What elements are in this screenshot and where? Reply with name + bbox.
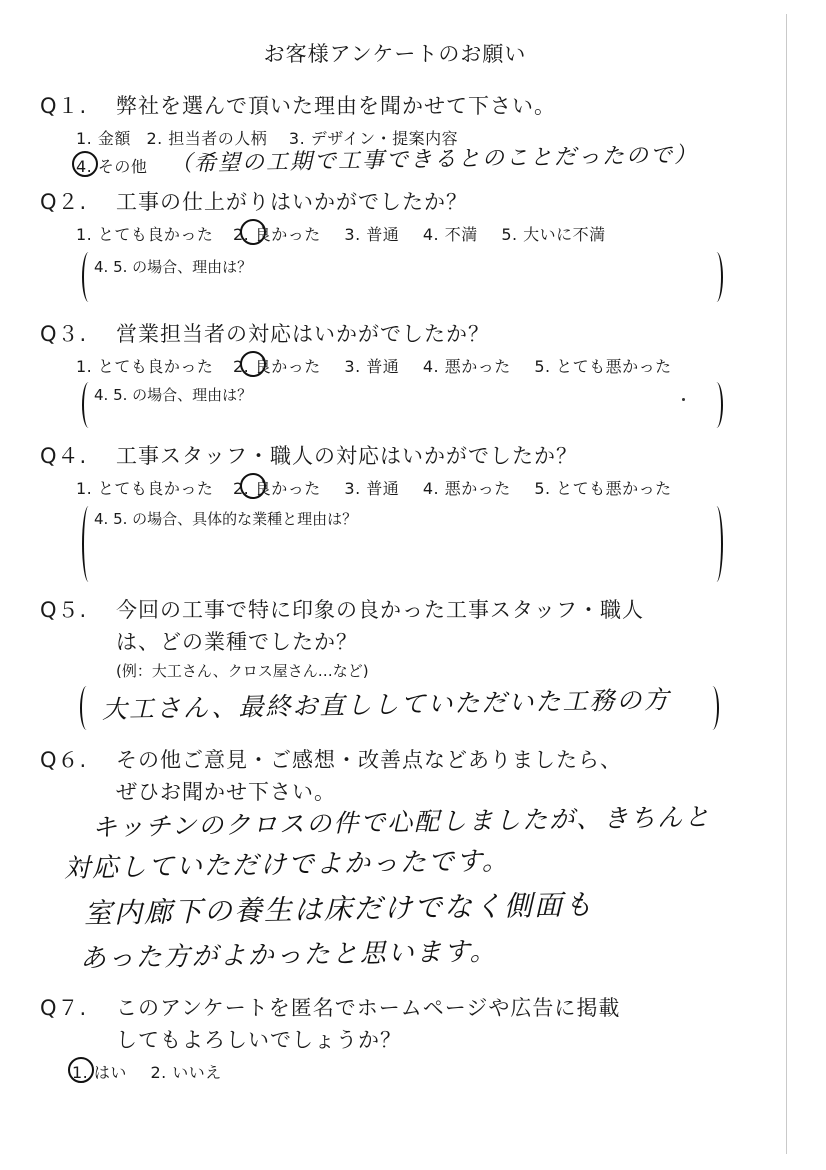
q1-option-2[interactable]: 2. 担当者の人柄 [146,129,268,148]
q7-selected-circle [68,1057,94,1083]
q3-option-2[interactable]: 2. 良かった [232,357,321,376]
q4-paren-left [82,506,93,582]
question-2 [40,186,468,216]
q2-option-3[interactable]: 3. 普通 [344,225,400,244]
q3-options [76,354,672,377]
q4-option-2[interactable]: 2. 良かった [232,479,321,498]
q7-option-1[interactable]: 1. はい [72,1063,127,1082]
q3-reason-label: 4. 5. の場合、理由は？ [94,386,253,404]
question-5 [40,594,644,624]
q3-option-5[interactable]: 5. とても悪かった [534,357,672,376]
q6-answer-line-3: 室内廊下の養生は床だけでなく側面も [83,888,595,930]
question-text-line-1: このアンケートを匿名でホームページや広告に掲載 [116,996,621,1020]
page-title: お客様アンケートのお願い [263,42,527,66]
question-text: 工事スタッフ・職人の対応はいかがでしたか？ [116,444,578,468]
q1-option-4[interactable]: 4. その他 [76,157,148,176]
q2-paren-right [712,252,723,302]
q2-paren-left [82,252,93,302]
q5-paren-right [708,686,719,730]
q1-option-1[interactable]: 1. 金額 [76,129,131,148]
question-6 [40,744,622,774]
question-7 [40,992,620,1022]
question-number: Q３. [40,322,88,346]
q2-reason-label: 4. 5. の場合、理由は？ [94,258,253,276]
q4-reason-label: 4. 5. の場合、具体的な業種と理由は？ [94,510,358,528]
q6-answer-line-1: キッチンのクロスの件で心配しましたが、きちんと [91,802,712,842]
question-number: Q７. [40,996,88,1020]
question-number: Q５. [40,598,88,622]
q3-paren-right [712,382,723,428]
question-number: Q１. [40,94,88,118]
q6-answer-line-2: 対応していただけでよかったです。 [63,846,511,884]
q5-example: (例：大工さん、クロス屋さん…など) [116,662,369,680]
question-1 [40,90,556,120]
question-text: 工事の仕上がりはいかがでしたか？ [116,190,468,214]
question-3 [40,318,490,348]
question-number: Q２. [40,190,88,214]
q2-option-5[interactable]: 5. 大いに不満 [501,225,606,244]
q1-selected-circle [72,151,98,177]
q7-options [72,1060,222,1083]
question-text-line-2: ぜひお聞かせ下さい。 [116,780,336,804]
q2-option-4[interactable]: 4. 不満 [422,225,478,244]
q2-option-2[interactable]: 2. 良かった [232,225,321,244]
q2-options [76,222,606,245]
question-4 [40,440,578,470]
question-text-line-2: してもよろしいでしょうか？ [116,1028,402,1052]
question-text-line-1: 今回の工事で特に印象の良かった工事スタッフ・職人 [116,598,644,622]
question-text: 営業担当者の対応はいかがでしたか？ [116,322,490,346]
q3-option-1[interactable]: 1. とても良かった [76,357,214,376]
q3-option-4[interactable]: 4. 悪かった [422,357,511,376]
scan-page-edge [786,14,787,1154]
q6-answer-line-4: あった方がよかったと思います。 [79,936,498,974]
q1-other-answer: （希望の工期で工事できるとのことだったので） [169,142,699,177]
q4-option-5[interactable]: 5. とても悪かった [534,479,672,498]
question-text-line-1: その他ご意見・ご感想・改善点などありましたら、 [116,748,622,772]
q4-option-4[interactable]: 4. 悪かった [422,479,511,498]
q3-selected-circle [240,351,266,377]
q5-paren-left [80,686,91,730]
question-text-line-2: は、どの業種でしたか？ [116,630,358,654]
question-number: Q４. [40,444,88,468]
q7-option-2[interactable]: 2. いいえ [150,1063,222,1082]
q2-option-1[interactable]: 1. とても良かった [76,225,214,244]
q3-option-3[interactable]: 3. 普通 [344,357,400,376]
q3-paren-left [82,382,93,428]
q1-option-3[interactable]: 3. デザイン・提案内容 [288,129,459,148]
q4-options [76,476,672,499]
q4-selected-circle [240,473,266,499]
question-number: Q６. [40,748,88,772]
q2-selected-circle [240,219,266,245]
q5-answer: 大工さん、最終お直ししていただいた工務の方 [101,685,671,724]
q4-paren-right [712,506,723,582]
q4-option-3[interactable]: 3. 普通 [344,479,400,498]
question-text: 弊社を選んで頂いた理由を聞かせて下さい。 [116,94,556,118]
q4-option-1[interactable]: 1. とても良かった [76,479,214,498]
stray-mark [682,398,685,401]
